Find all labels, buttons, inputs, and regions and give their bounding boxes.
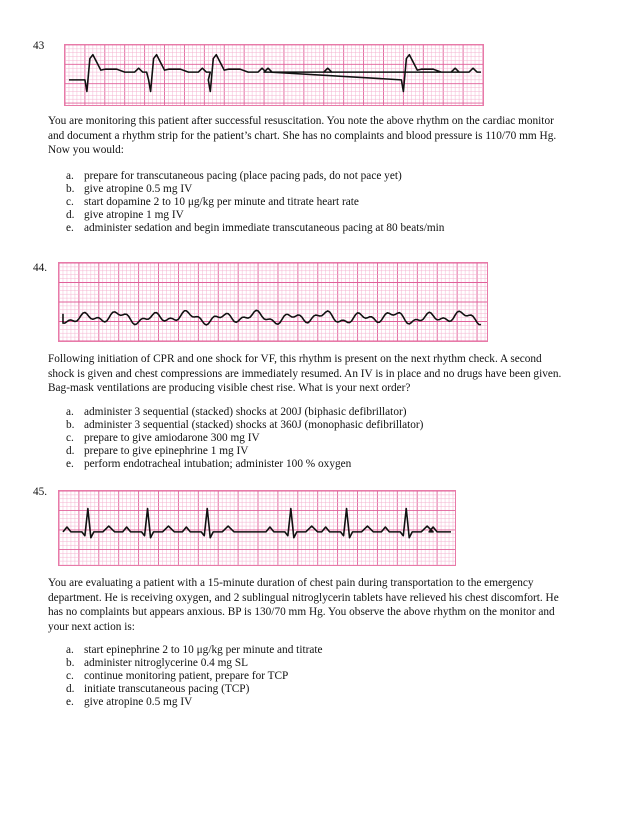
ecg-strip-45 <box>58 490 456 566</box>
option-b[interactable] <box>66 419 586 432</box>
option-letter: d. <box>66 209 75 221</box>
ecg-strip-43 <box>64 44 484 106</box>
option-text: administer sedation and begin immediate transcutaneous pacing at 80 beats/min <box>84 222 445 234</box>
option-letter: c. <box>66 670 74 682</box>
option-c[interactable] <box>66 670 586 683</box>
option-b[interactable] <box>66 183 586 196</box>
option-e[interactable] <box>66 696 586 709</box>
option-text: prepare for transcutaneous pacing (place pacing pads, do not pace yet) <box>84 170 402 182</box>
option-text: administer nitroglycerine 0.4 mg SL <box>84 657 249 669</box>
ecg-rhythm-strip-ventricular-fibrillation <box>59 263 487 341</box>
option-letter: d. <box>66 445 75 457</box>
option-letter: d. <box>66 683 75 695</box>
question-stem: You are monitoring this patient after successful resuscitation. You note the above rhythm on the cardiac monitor and document a rhythm strip for the patient’s chart. She has no complaints and blood pressure is 110/70 mm Hg. Now you would: <box>48 115 557 157</box>
option-e[interactable] <box>66 458 586 471</box>
option-letter: b. <box>66 183 75 195</box>
option-letter: a. <box>66 644 74 656</box>
option-text: administer 3 sequential (stacked) shocks at 360J (monophasic defibrillator) <box>84 419 424 431</box>
question-number: 45. <box>33 486 48 498</box>
option-letter: c. <box>66 196 74 208</box>
ecg-rhythm-strip-av-block <box>59 491 455 565</box>
ecg-rhythm-strip-sinus-bradycardia <box>65 45 483 105</box>
option-letter: b. <box>66 657 75 669</box>
answer-options <box>66 406 586 471</box>
ecg-trace <box>63 509 451 538</box>
option-letter: a. <box>66 170 74 182</box>
question-number: 44. <box>33 262 48 274</box>
option-b[interactable] <box>66 657 586 670</box>
option-text: give atropine 0.5 mg IV <box>84 183 193 195</box>
option-text: initiate transcutaneous pacing (TCP) <box>84 683 250 695</box>
option-letter: b. <box>66 419 75 431</box>
option-text: start dopamine 2 to 10 μg/kg per minute and titrate heart rate <box>84 196 359 208</box>
option-a[interactable] <box>66 644 586 657</box>
option-d[interactable] <box>66 683 586 696</box>
option-text: prepare to give amiodarone 300 mg IV <box>84 432 260 444</box>
option-letter: e. <box>66 458 74 470</box>
option-text: perform endotracheal intubation; administer 100 % oxygen <box>84 458 352 470</box>
answer-options <box>66 170 586 235</box>
option-a[interactable] <box>66 170 586 183</box>
option-text: continue monitoring patient, prepare for TCP <box>84 670 289 682</box>
option-c[interactable] <box>66 196 586 209</box>
option-e[interactable] <box>66 222 586 235</box>
ecg-strip-44 <box>58 262 488 342</box>
option-a[interactable] <box>66 406 586 419</box>
answer-options <box>66 644 586 709</box>
option-letter: e. <box>66 222 74 234</box>
option-letter: a. <box>66 406 74 418</box>
question-stem: Following initiation of CPR and one shock for VF, this rhythm is present on the next rhythm check. A second shock is given and chest compressions are immediately resumed. An IV is in place and no drugs have been given. Bag-mask ventilations are producing visible chest rise. What is your next order? <box>48 353 562 395</box>
option-letter: c. <box>66 432 74 444</box>
option-d[interactable] <box>66 209 586 222</box>
option-letter: e. <box>66 696 74 708</box>
question-number: 43 <box>33 40 45 52</box>
option-text: administer 3 sequential (stacked) shocks at 200J (biphasic defibrillator) <box>84 406 407 418</box>
option-c[interactable] <box>66 432 586 445</box>
option-text: give atropine 1 mg IV <box>84 209 184 221</box>
option-d[interactable] <box>66 445 586 458</box>
option-text: give atropine 0.5 mg IV <box>84 696 193 708</box>
question-stem: You are evaluating a patient with a 15-minute duration of chest pain during transportation to the emergency department. He is receiving oxygen, and 2 sublingual nitroglycerin tablets have relieved his chest discomfort. He has no complaints but appears anxious. BP is 130/70 mm Hg. You observe the above rhythm on the monitor and your next action is: <box>48 577 559 633</box>
option-text: prepare to give epinephrine 1 mg IV <box>84 445 249 457</box>
option-text: start epinephrine 2 to 10 μg/kg per minute and titrate <box>84 644 323 656</box>
